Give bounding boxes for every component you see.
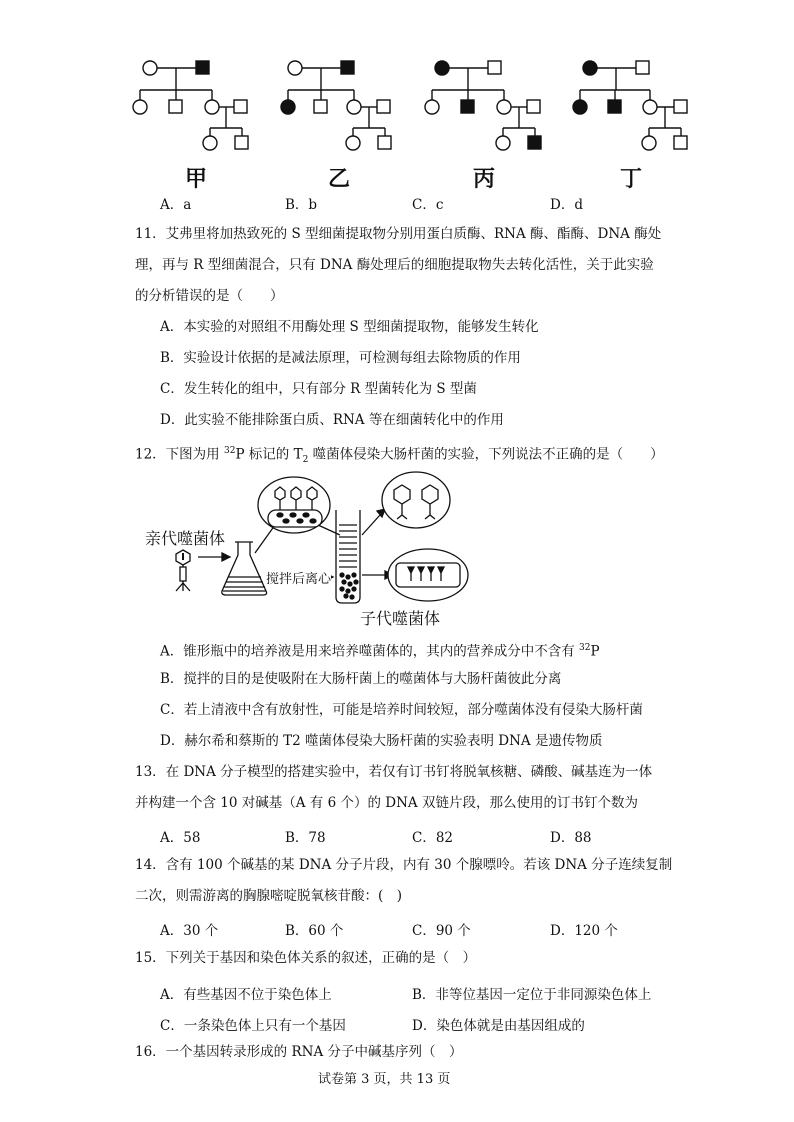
q15-option-a[interactable]: A．有些基因不位于染色体上 (160, 987, 332, 1003)
q12-option-b[interactable]: B．搅拌的目的是使吸附在大肠杆菌上的噬菌体与大肠杆菌彼此分离 (160, 671, 562, 687)
pedigree-label-ding: 丁 (620, 167, 643, 192)
phage-experiment-figure (0, 465, 794, 625)
q14-option-a[interactable]: A．30 个 (160, 923, 219, 939)
parent-phage-icon (176, 550, 190, 591)
q11-option-b[interactable]: B．实验设计依据的是减法原理，可检测每组去除物质的作用 (160, 350, 521, 366)
pedigree-label-yi: 乙 (328, 167, 351, 192)
q13-stem-line1: 13．在 DNA 分子模型的搭建实验中，若仅有订书钉将脱氧核糖、磷酸、碱基连为一体 (135, 764, 653, 780)
pedigree-jia (0, 0, 794, 170)
progeny-phage-label: 子代噬菌体 (360, 609, 441, 628)
q11-stem-line3: 的分析错误的是（ ） (135, 288, 284, 304)
q14-option-b[interactable]: B．60 个 (285, 923, 344, 939)
q10-option-b[interactable]: B．b (285, 197, 318, 213)
centrifuge-tube-icon (336, 510, 360, 603)
q13-option-a[interactable]: A．58 (160, 830, 201, 846)
q16-stem: 16．一个基因转录形成的 RNA 分子中碱基序列（ ） (135, 1044, 463, 1060)
q10-option-c[interactable]: C．c (412, 197, 444, 213)
q11-option-d[interactable]: D．此实验不能排除蛋白质、RNA 等在细菌转化中的作用 (160, 412, 504, 428)
q13-option-b[interactable]: B．78 (285, 830, 326, 846)
q14-stem-line1: 14．含有 100 个碱基的某 DNA 分子片段，内有 30 个腺嘌呤。若该 DNA 分子连续复制 (135, 857, 673, 873)
q10-option-a[interactable]: A．a (160, 197, 192, 213)
q14-stem-line2: 二次，则需游离的胸腺嘧啶脱氧核苷酸：( ) (135, 888, 403, 904)
q11-stem-line1: 11．艾弗里将加热致死的 S 型细菌提取物分别用蛋白质酶、RNA 酶、酯酶、DNA 酶处 (135, 226, 662, 242)
q15-option-d[interactable]: D．染色体就是由基因组成的 (412, 1018, 585, 1034)
pedigree-label-bing: 丙 (473, 167, 496, 192)
conical-flask-icon (222, 542, 267, 595)
q15-stem: 15．下列关于基因和染色体关系的叙述，正确的是（ ） (135, 950, 477, 966)
progeny-phage-icon (396, 563, 460, 587)
q11-stem-line2: 理，再与 R 型细菌混合，只有 DNA 酶处理后的细胞提取物失去转化活性，关于此实验 (135, 257, 654, 273)
q13-option-c[interactable]: C．82 (412, 830, 454, 846)
q13-stem-line2: 并构建一个含 10 对碱基（A 有 6 个）的 DNA 双链片段，那么使用的订书钉个数为 (135, 795, 638, 811)
stir-centrifuge-label: 搅拌后离心 (266, 568, 331, 587)
pedigree-label-jia: 甲 (185, 167, 208, 192)
page-footer: 试卷第 3 页，共 13 页 (318, 1072, 451, 1087)
q12-stem: 12．下图为用 $^{32}$P 标记的 $T_2$ 噬菌体侵染大肠杆菌的实验，下列说法不正确的是（ ） (135, 446, 664, 466)
q14-option-c[interactable]: C．90 个 (412, 923, 471, 939)
q15-option-c[interactable]: C．一条染色体上只有一个基因 (160, 1018, 346, 1034)
q12-option-d[interactable]: D．赫尔希和蔡斯的 T2 噬菌体侵染大肠杆菌的实验表明 DNA 是遗传物质 (160, 733, 603, 749)
q12-option-a[interactable]: A．锥形瓶中的培养液是用来培养噬菌体的，其内的营养成分中不含有 $^{32}$P (160, 643, 600, 660)
q11-option-a[interactable]: A．本实验的对照组不用酶处理 S 型细菌提取物，能够发生转化 (160, 319, 539, 335)
parent-phage-label: 亲代噬菌体 (145, 529, 226, 548)
q12-option-c[interactable]: C．若上清液中含有放射性，可能是培养时间较短，部分噬菌体没有侵染大肠杆菌 (160, 702, 643, 718)
q10-option-d[interactable]: D．d (550, 197, 583, 213)
q15-option-b[interactable]: B．非等位基因一定位于非同源染色体上 (412, 987, 652, 1003)
q13-option-d[interactable]: D．88 (550, 830, 592, 846)
q14-option-d[interactable]: D．120 个 (550, 923, 618, 939)
q11-option-c[interactable]: C．发生转化的组中，只有部分 R 型菌转化为 S 型菌 (160, 381, 477, 397)
